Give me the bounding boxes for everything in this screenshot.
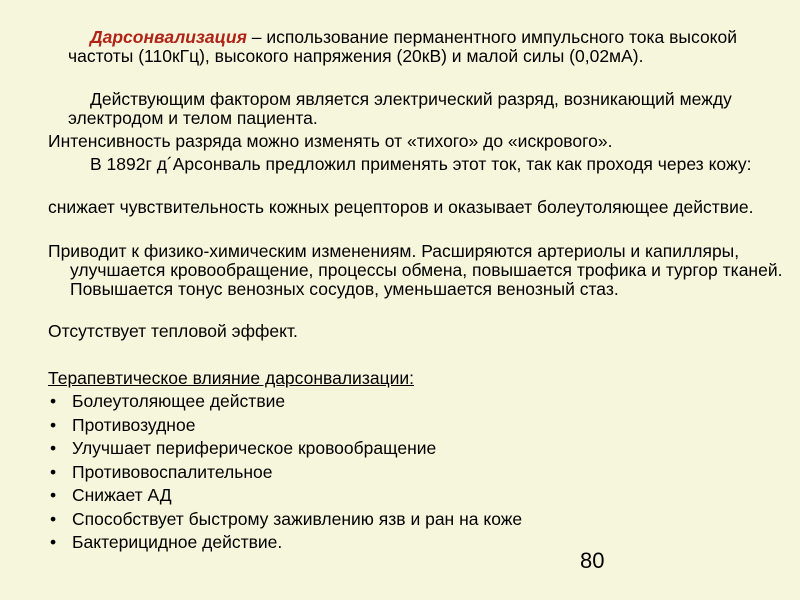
list-item: • Противозудное bbox=[48, 414, 522, 438]
list-item: • Снижает АД bbox=[48, 484, 522, 508]
term-darsonvalization: Дарсонвализация bbox=[90, 27, 247, 47]
paragraph-history: В 1892г д´Арсонваль предложил применять этот ток, так как проходя через кожу: bbox=[90, 154, 752, 174]
page-number: 80 bbox=[580, 548, 605, 573]
effects-list bbox=[48, 390, 522, 555]
list-item: • Противовоспалительное bbox=[48, 461, 522, 485]
bullet-icon: • bbox=[50, 508, 57, 529]
effects-heading: Терапевтическое влияние дарсонвализации: bbox=[48, 368, 415, 388]
intro-paragraph bbox=[68, 28, 768, 66]
bullet-icon: • bbox=[50, 414, 57, 435]
paragraph-no-heat: Отсутствует тепловой эффект. bbox=[48, 321, 298, 341]
bullet-icon: • bbox=[50, 532, 57, 552]
list-item: • Улучшает периферическое кровообращение bbox=[48, 437, 522, 461]
intro-definition: – использование перманентного импульсного тока высокой частоты (110кГц), высокого напряжения (20кВ) и малой силы (0,02мА). bbox=[68, 27, 738, 66]
list-item: • Способствует быстрому заживлению язв и ран на коже bbox=[48, 508, 522, 532]
bullet-icon: • bbox=[50, 461, 57, 482]
bullet-icon: • bbox=[50, 485, 57, 505]
bullet-icon: • bbox=[50, 438, 57, 458]
paragraph-factor: Действующим фактором является электрический разряд, возникающий между электродом и телом пациента. bbox=[68, 89, 732, 128]
paragraph-changes: Приводит к физико-химическим изменениям. Расширяются артериолы и капилляры, улучшается кровообращение, процессы обмена, повышается трофика и тургор тканей. Повышается тонус венозных сосудов, уменьшается венозный стаз. bbox=[48, 241, 783, 299]
bullet-icon: • bbox=[50, 391, 57, 411]
paragraph-intensity: Интенсивность разряда можно изменять от «тихого» до «искрового». bbox=[48, 131, 613, 151]
paragraph-sensitivity: снижает чувствительность кожных рецепторов и оказывает болеутоляющее действие. bbox=[48, 197, 754, 217]
list-item: • Болеутоляющее действие bbox=[48, 390, 522, 414]
list-item: • Бактерицидное действие. bbox=[48, 531, 522, 555]
